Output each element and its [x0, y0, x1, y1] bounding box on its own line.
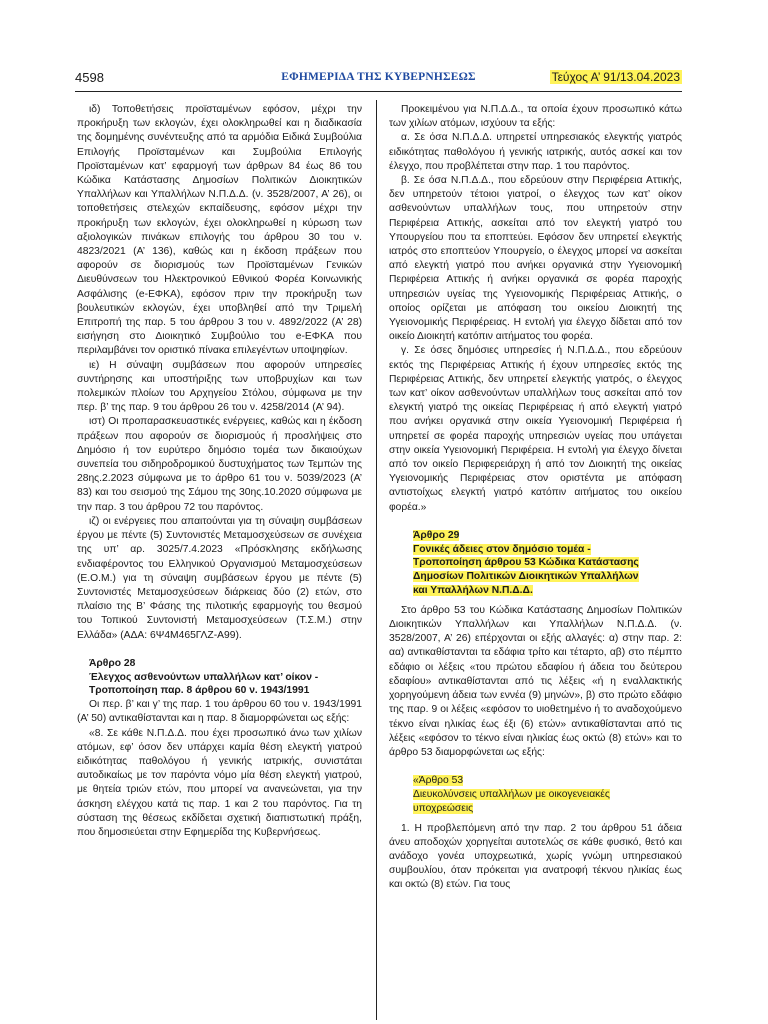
paragraph: ιστ) Οι προπαρασκευαστικές ενέργειες, καθώς και η έκδοση πράξεων που αφορούν σε διορισμούς ή προσλήψεις στο Δημόσιο ή τον ευρύτερο δημόσιο τομέα των δικαιούχων συνεπεία του σιδηροδρομικού δυστυχήματος των Τεμπών της 28ης.2.2023 σύμφωνα με το άρθρο 61 του ν. 5039/2023 (Α’ 83) και του σεισμού της Σάμου της 30ης.10.2020 σύμφωνα με την παρ. 3 του άρθρου 72 του παρόντος. — [77, 416, 362, 513]
right-column — [389, 103, 682, 893]
article-subtitle: υποχρεώσεις — [413, 802, 474, 814]
paragraph: «8. Σε κάθε Ν.Π.Δ.Δ. που έχει προσωπικό άνω των χιλίων ατόμων, εφ’ όσον δεν υπάρχει καμία θέση ελεγκτή γιατρού ειδικότητας παθολόγου ή γενικής ιατρικής, συνιστάται αυτοδικαίως με τον παρόντα νόμο μία θέση ελεγκτή γιατρού, με θητεία τριών ετών, που μπορεί να ανανεώνεται, για την άσκηση ελέγχου κατά τις παρ. 1 και 2 του παρόντος. Για τη σύσταση της θέσεως εκδίδεται σχετική διαπιστωτική πράξη, που δημοσιεύεται στην Εφημερίδα της Κυβερνήσεως. — [77, 727, 362, 838]
paragraph: ιδ) Τοποθετήσεις προϊσταμένων εφόσον, μέχρι την προκήρυξη των εκλογών, έχει ολοκληρωθεί και η διαδικασία της δομημένης συνέντευξης από τα αρμόδια Ειδικά Συμβούλια Επιλογής Προϊσταμένων και Συμβούλια Επιλογής Προϊσταμένων κατ’ εφαρμογή των άρθρων 84 έως 86 του Κώδικα Κατάστασης Δημοσίων Πολιτικών Διοικητικών Υπαλλήλων και Υπαλλήλων Ν.Π.Δ.Δ. (ν. 3528/2007, Α’ 26), οι τοποθετήσεις στελεχών εκπαίδευσης, εφόσον μέχρι την προκήρυξη των εκλογών, έχει ολοκληρωθεί η κύρωση των αξιολογικών πινάκων επιλογής του άρθρου 30 του ν. 4823/2021 (Α’ 136), καθώς και η έκδοση πράξεων που αφορούν σε διορισμούς των Προϊσταμένων Γενικών Διευθύνσεων του Ηλεκτρονικού Εθνικού Φορέα Κοινωνικής Ασφάλισης (e-ΕΦΚΑ), εφόσον πριν την προκήρυξη των βουλευτικών εκλογών, έχει υποβληθεί από την Τριμελή Επιτροπή της παρ. 5 του άρθρου 3 του ν. 4892/2022 (Α’ 28) εισήγηση στο Διοικητικό Συμβούλιο του e-ΕΦΚΑ που περιλαμβάνει τον οριστικό πίνακα επιλεγέντων υποψηφίων. — [77, 104, 362, 357]
article-subtitle: Γονικές άδειες στον δημόσιο τομέα - — [413, 543, 591, 555]
column-divider — [376, 100, 377, 1020]
article-53-heading — [389, 774, 682, 815]
issue-label: Τεύχος Α’ 91/13.04.2023 — [551, 70, 680, 84]
article-subtitle: Δημοσίων Πολιτικών Διοικητικών Υπαλλήλων — [413, 571, 639, 583]
paragraph: Οι περ. β’ και γ’ της παρ. 1 του άρθρου 60 του ν. 1943/1991 (Α’ 50) αντικαθίστανται και η παρ. 8 διαμορφώνεται ως εξής: — [77, 699, 362, 725]
article-subtitle: Έλεγχος ασθενούντων υπαλλήλων κατ’ οίκον - — [89, 671, 319, 683]
article-subtitle: Τροποποίηση παρ. 8 άρθρου 60 ν. 1943/1991 — [89, 685, 310, 697]
header-divider — [75, 91, 682, 92]
article-subtitle: Διευκολύνσεις υπαλλήλων με οικογενειακές — [413, 788, 610, 800]
article-title: Άρθρο 28 — [89, 657, 136, 669]
gazette-title: ΕΦΗΜΕΡΙΔΑ ΤΗΣ ΚΥΒΕΡΝΗΣΕΩΣ — [281, 71, 476, 83]
article-29-heading — [389, 529, 682, 598]
paragraph: γ. Σε όσες δημόσιες υπηρεσίες ή Ν.Π.Δ.Δ., που εδρεύουν εκτός της Περιφέρειας Αττικής ή έχουν υπηρεσίες εκτός της Περιφέρειας Αττικής, δεν υπηρετεί ελεγκτής γιατρός, ο έλεγχος των κατ’ οίκον ασθενούντων υπαλλήλων τους ασκείται από τον ελεγκτή γιατρό της οικείας Περιφέρειας ή από ελεγκτή γιατρό που ανήκει οργανικά στην οικεία Υγειονομική Περιφέρεια ή υπηρετεί σε φορέα παροχής υπηρεσιών υγείας που υπάγεται στην οικεία Υγειονομική Περιφέρεια. Η εντολή για έλεγχο δίνεται από τον οικείο Περιφερειάρχη ή από τον Διοικητή της οικείας Υγειονομικής Περιφέρειας στον οριστέντα με απόφαση αντιστοίχως ελεγκτή γιατρό κατόπιν αιτήματος του οικείου φορέα.» — [389, 345, 682, 513]
page-number: 4598 — [75, 70, 104, 85]
left-column — [77, 103, 362, 840]
paragraph: ιζ) οι ενέργειες που απαιτούνται για τη σύναψη συμβάσεων έργου με πέντε (5) Συντονιστές Μεταμοσχεύσεων σε συνέχεια της υπ’ αρ. 3025/7.4.2023 «Πρόσκλησης εκδήλωσης ενδιαφέροντος του Ελληνικού Οργανισμού Μεταμοσχεύσεων (Ε.Ο.Μ.) για τη σύναψη συμβάσεων έργου με πέντε (5) Συντονιστές Μεταμοσχεύσεων διάρκειας δύο (2) ετών, στο πλαίσιο της Β’ Φάσης της πιλοτικής εφαρμογής του θεσμού του Τοπικού Συντονιστή Μεταμοσχεύσεων (Τ.Σ.Μ.) στην Ελλάδα» (ΑΔΑ: 6Ψ4Μ465ΓΛΖ-Α99). — [77, 515, 362, 641]
paragraph: 1. Η προβλεπόμενη από την παρ. 2 του άρθρου 51 άδεια άνευ αποδοχών χορηγείται αυτοτελώς σε κάθε φυσικό, θετό και ανάδοχο γονέα υποχρεωτικά, χωρίς γνώμη υπηρεσιακού συμβουλίου, όταν πρόκειται για ανατροφή τέκνου ηλικίας έως και οκτώ (8) ετών. Για τους — [389, 822, 682, 891]
article-subtitle: Τροποποίηση άρθρου 53 Κώδικα Κατάστασης — [413, 557, 639, 569]
paragraph: Προκειμένου για Ν.Π.Δ.Δ., τα οποία έχουν προσωπικό κάτω των χιλίων ατόμων, ισχύουν τα εξής: — [389, 104, 682, 130]
article-title: «Άρθρο 53 — [413, 775, 464, 787]
article-title: Άρθρο 29 — [413, 529, 460, 541]
page-header — [75, 70, 682, 90]
article-28-heading — [77, 657, 362, 698]
paragraph: Στο άρθρο 53 του Κώδικα Κατάστασης Δημοσίων Πολιτικών Διοικητικών Υπαλλήλων και Υπαλλήλων Ν.Π.Δ.Δ. (ν. 3528/2007, Α’ 26) επέρχονται οι εξής αλλαγές: α) στην παρ. 2: αα) αντικαθίστανται τα εδάφια τρίτο και τέταρτο, αβ) στο πέμπτο εδάφιο οι λέξεις «του πρώτου εδαφίου ή άδεια του δεύτερου εδαφίου» αντικαθίστανται από τις λέξεις «ή η εναλλακτικής χορηγούμενη άδεια των εννέα (9) μηνών», β) στο πρώτο εδάφιο της παρ. 9 οι λέξεις «εφόσον το υιοθετημένο ή το αναδοχούμενο τέκνο είναι ηλικίας έως έξι (6) ετών» αντικαθίστανται από τις λέξεις «εφόσον το τέκνο είναι ηλικίας έως οκτώ (8) ετών» και το άρθρο 53 διαμορφώνεται ως εξής: — [389, 604, 682, 758]
paragraph: ιε) Η σύναψη συμβάσεων που αφορούν υπηρεσίες συντήρησης και υποστήριξης των υποβρυχίων και των πολεμικών πλοίων του Αρχηγείου Στόλου, σύμφωνα με την περ. β’ της παρ. 9 του άρθρου 26 του ν. 4258/2014 (Α’ 94). — [77, 359, 362, 414]
article-subtitle: και Υπαλλήλων Ν.Π.Δ.Δ. — [413, 585, 533, 597]
paragraph: α. Σε όσα Ν.Π.Δ.Δ. υπηρετεί υπηρεσιακός ελεγκτής γιατρός ειδικότητας παθολόγου ή γενικής ιατρικής, αυτός ασκεί και τον έλεγχο, που προβλέπεται στην παρ. 1 του παρόντος. — [389, 132, 682, 172]
paragraph: β. Σε όσα Ν.Π.Δ.Δ., που εδρεύουν στην Περιφέρεια Αττικής, δεν υπηρετούν τέτοιοι γιατροί, ο έλεγχος των κατ’ οίκον ασθενούντων υπαλλήλων τους, που υπηρετούν στην Περιφέρεια Αττικής, ασκείται από τον ελεγκτή γιατρό του Υπουργείου που τα εποπτεύει. Εφόσον δεν υπηρετεί ελεγκτής ιατρός στο εποπτεύον Υπουργείο, ο έλεγχος μπορεί να ασκείται από ελεγκτή γιατρό που ανήκει οργανικά στην Υγειονομική Περιφέρεια Αττικής ή ανήκει οργανικά σε φορέα παροχής υπηρεσιών υγείας της Υγειονομικής Περιφέρειας Αττικής, ο οποίος ορίζεται με απόφαση του οικείου Διοικητή της Υγειονομικής Περιφέρειας. Η εντολή για έλεγχο δίδεται από τον οικείο Διοικητή κατόπιν αιτήματος του φορέα. — [389, 175, 682, 343]
